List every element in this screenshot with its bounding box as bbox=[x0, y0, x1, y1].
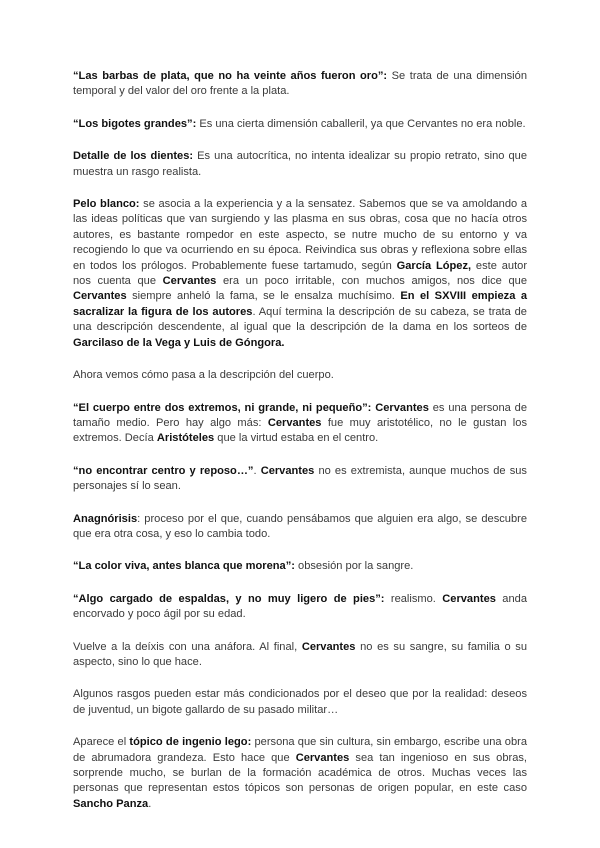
paragraph-pelo-blanco bbox=[73, 197, 527, 351]
bold-text-run: Cervantes bbox=[73, 290, 127, 303]
bold-text-run: “Algo cargado de espaldas, y no muy ligero de pies”: bbox=[73, 592, 385, 605]
bold-text-run: Cervantes bbox=[260, 464, 315, 477]
text-run: era un poco irritable, con muchos amigos, nos dice que bbox=[216, 275, 528, 288]
bold-text-run: Detalle de los dientes: bbox=[73, 150, 194, 163]
text-run: Ahora vemos cómo pasa a la descripción del cuerpo. bbox=[73, 369, 334, 382]
text-run: sea tan ingenioso en sus obras, sorprende mucho, se burlan de la formación académica de otros. Muchas veces las personas que representan estos tópicos son personas de origen popular, en este caso bbox=[73, 751, 527, 795]
bold-text-run: Cervantes bbox=[162, 275, 217, 288]
text-run: . bbox=[253, 464, 261, 477]
bold-text-run: “Las barbas de plata, que no ha veinte años fueron oro”: bbox=[73, 70, 388, 82]
text-run: es una persona de tamaño medio. Pero hay algo más: bbox=[73, 401, 527, 429]
paragraph-anagnorisis bbox=[73, 512, 527, 543]
bold-text-run: “Los bigotes grandes”: bbox=[73, 117, 197, 130]
text-run: Se trata de una dimensión temporal y del valor del oro frente a la plata. bbox=[73, 70, 527, 98]
text-run: fue muy aristotélico, no le gustan los extremos. Decía bbox=[73, 416, 527, 445]
paragraph-color-viva bbox=[73, 559, 527, 574]
paragraph-espaldas bbox=[73, 592, 527, 623]
bold-text-run: Cervantes bbox=[375, 401, 429, 414]
paragraph-deixis bbox=[73, 640, 527, 671]
text-run: Aparece el bbox=[73, 736, 130, 749]
paragraph-topico-ingenio-lego bbox=[73, 735, 527, 812]
text-run: Vuelve a la deíxis con una anáfora. Al final, bbox=[73, 640, 302, 653]
text-run: siempre anheló la fama, se le ensalza muchísimo. bbox=[126, 290, 401, 303]
paragraph-cuerpo-extremos bbox=[73, 401, 527, 447]
bold-text-run: García López, bbox=[396, 259, 472, 272]
text-run: Es una autocrítica, no intenta idealizar su propio retrato, sino que muestra un rasgo realista. bbox=[73, 150, 527, 178]
bold-text-run: Cervantes bbox=[301, 640, 356, 653]
text-run: Algunos rasgos pueden estar más condicionados por el deseo que por la realidad: deseos de juventud, un bigote gallardo de su pasado militar… bbox=[73, 688, 527, 716]
text-run: no es su sangre, su familia o su aspecto, sino lo que hace. bbox=[73, 640, 527, 668]
bold-text-run: En el SXVIII empieza a sacralizar la figura de los autores bbox=[73, 290, 527, 318]
document-page bbox=[73, 69, 527, 829]
bold-text-run: Cervantes bbox=[442, 592, 496, 605]
text-run: . bbox=[148, 797, 152, 810]
paragraph-rasgos bbox=[73, 687, 527, 718]
paragraph-dientes bbox=[73, 149, 527, 180]
text-run: obsesión por la sangre. bbox=[294, 560, 414, 573]
paragraph-ahora-cuerpo bbox=[73, 368, 527, 383]
text-run: . Aquí termina la descripción de su cabeza, se trata de una descripción descendente, al igual que la descripción de la dama en los sorteos de bbox=[73, 305, 527, 334]
text-run: : proceso por el que, cuando pensábamos que alguien era algo, se descubre que era otra cosa, y eso lo cambia todo. bbox=[73, 512, 527, 540]
text-run: este autor nos cuenta que bbox=[73, 259, 528, 288]
bold-text-run: Garcilaso de la Vega y Luis de Góngora. bbox=[73, 336, 285, 349]
text-run: persona que sin cultura, sin embargo, escribe una obra de abrumadora grandeza. Esto hace que bbox=[73, 736, 527, 764]
paragraph-bigotes bbox=[73, 117, 527, 132]
bold-text-run: “La color viva, antes blanca que morena”: bbox=[73, 560, 295, 573]
bold-text-run: Sancho Panza bbox=[73, 797, 149, 810]
text-run: Es una cierta dimensión caballeril, ya que Cervantes no era noble. bbox=[196, 117, 526, 130]
bold-text-run: Cervantes bbox=[267, 416, 322, 429]
bold-text-run: Aristóteles bbox=[156, 432, 215, 445]
text-run: se asocia a la experiencia y a la sensatez. Sabemos que se va amoldando a las ideas políticas que van surgiendo y las plasma en sus obras, cosa que no hacía otros autores, es bastante rompedor en este aspecto, se nutre mucho de su entorno y va recogiendo lo que va ocurriendo en su época. Reivindica sus obras y reflexiona sobre ellas en todos los prólogos. Probablemente fuese tartamudo, según bbox=[73, 198, 527, 272]
text-run: realismo. bbox=[384, 592, 443, 605]
bold-text-run: Anagnórisis bbox=[73, 512, 138, 525]
text-run: que la virtud estaba en el centro. bbox=[214, 432, 379, 445]
paragraph-barbas bbox=[73, 69, 527, 100]
bold-text-run: “no encontrar centro y reposo…” bbox=[73, 464, 254, 477]
bold-text-run: Pelo blanco: bbox=[73, 198, 140, 211]
paragraph-centro-reposo bbox=[73, 464, 527, 495]
bold-text-run: “El cuerpo entre dos extremos, ni grande, ni pequeño”: bbox=[73, 401, 372, 414]
bold-text-run: tópico de ingenio lego: bbox=[129, 736, 252, 749]
bold-text-run: Cervantes bbox=[295, 751, 350, 764]
text-run: anda encorvado y poco ágil por su edad. bbox=[73, 592, 527, 621]
text-run: no es extremista, aunque muchos de sus personajes sí lo sean. bbox=[73, 464, 527, 493]
